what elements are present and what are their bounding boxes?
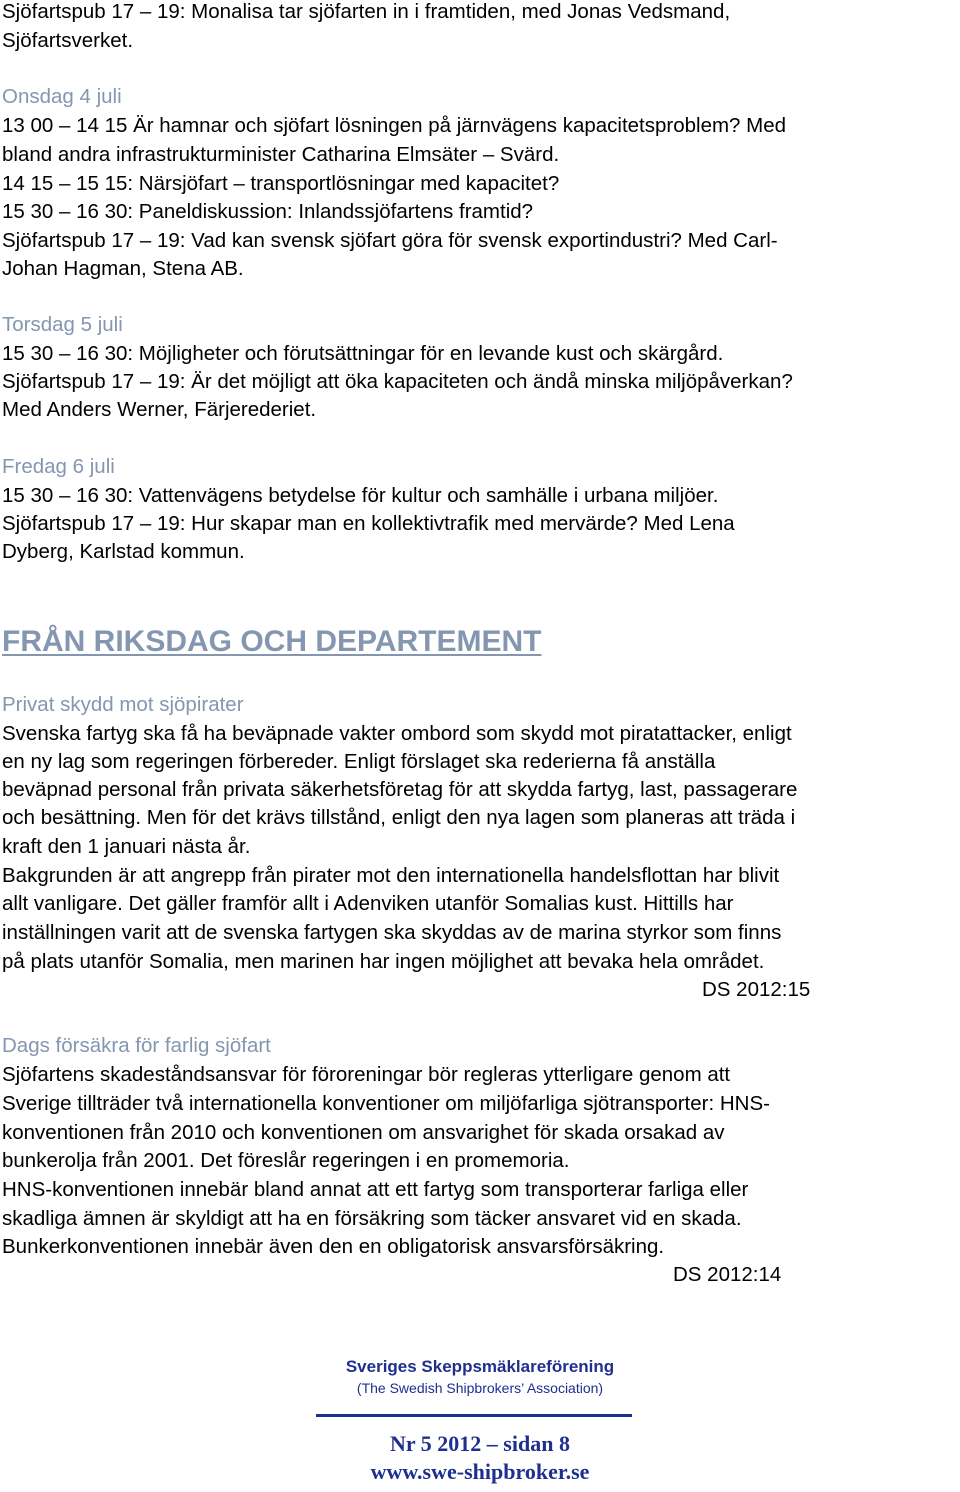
footer-website-link[interactable]: www.swe-shipbroker.se — [370, 1459, 590, 1484]
event-line: Med Anders Werner, Färjerederiet. — [2, 398, 317, 421]
article-line: skadliga ämnen är skyldigt att ha en försäkring som täcker ansvaret vid en skada. — [2, 1207, 742, 1230]
day-heading-wednesday: Onsdag 4 juli — [2, 85, 122, 108]
event-line: Sjöfartspub 17 – 19: Vad kan svensk sjöfart göra för svensk exportindustri? Med Carl- — [2, 229, 778, 252]
article-line: kraft den 1 januari nästa år. — [2, 835, 251, 858]
article-line: inställningen varit att de svenska fartygen ska skyddas av de marina styrkor som finns — [2, 921, 782, 944]
event-line: Sjöfartspub 17 – 19: Är det möjligt att öka kapaciteten och ändå minska miljöpåverkan? — [2, 370, 793, 393]
article-line: HNS-konventionen innebär bland annat att ett fartyg som transporterar farliga eller — [2, 1178, 749, 1201]
document-reference: DS 2012:14 — [673, 1263, 782, 1286]
article-line: Bakgrunden är att angrepp från pirater mot den internationella handelsflottan har blivit — [2, 864, 780, 887]
footer-organization: Sveriges Skeppsmäklareförening — [345, 1357, 615, 1376]
event-line: 15 30 – 16 30: Möjligheter och förutsättningar för en levande kust och skärgård. — [2, 342, 724, 365]
event-line: 15 30 – 16 30: Vattenvägens betydelse för kultur och samhälle i urbana miljöer. — [2, 484, 719, 507]
event-line: Johan Hagman, Stena AB. — [2, 257, 244, 280]
article-line: och besättning. Men för det krävs tillstånd, enligt den nya lagen som planeras att träda i — [2, 806, 796, 829]
section-title: FRÅN RIKSDAG OCH DEPARTEMENT — [2, 625, 542, 658]
article-line: allt vanligare. Det gäller framför allt i Adenviken utanför Somalias kust. Hittills har — [2, 892, 734, 915]
footer-divider — [316, 1414, 632, 1417]
article-line: Sverige tillträder två internationella konventioner om miljöfarliga sjötransporter: HNS- — [2, 1092, 770, 1115]
article-heading: Privat skydd mot sjöpirater — [2, 693, 244, 716]
day-heading-friday: Fredag 6 juli — [2, 455, 115, 478]
event-line: Dyberg, Karlstad kommun. — [2, 540, 245, 563]
event-line: 14 15 – 15 15: Närsjöfart – transportlösningar med kapacitet? — [2, 172, 560, 195]
event-line: bland andra infrastrukturminister Catharina Elmsäter – Svärd. — [2, 143, 560, 166]
article-line: Bunkerkonventionen innebär även den en obligatorisk ansvarsförsäkring. — [2, 1235, 665, 1258]
article-line: Svenska fartyg ska få ha beväpnade vakter ombord som skydd mot piratattacker, enligt — [2, 722, 792, 745]
day-heading-thursday: Torsdag 5 juli — [2, 313, 123, 336]
event-line: Sjöfartspub 17 – 19: Monalisa tar sjöfarten in i framtiden, med Jonas Vedsmand, — [2, 0, 731, 23]
footer-organization-english: (The Swedish Shipbrokers’ Association) — [356, 1380, 604, 1396]
footer-page-number: Nr 5 2012 – sidan 8 — [390, 1431, 570, 1456]
article-line: bunkerolja från 2001. Det föreslår regeringen i en promemoria. — [2, 1149, 570, 1172]
article-line: Sjöfartens skadeståndsansvar för föroreningar bör regleras ytterligare genom att — [2, 1063, 731, 1086]
article-line: beväpnad personal från privata säkerhetsföretag för att skydda fartyg, last, passagerare — [2, 778, 798, 801]
event-line: Sjöfartspub 17 – 19: Hur skapar man en kollektivtrafik med mervärde? Med Lena — [2, 512, 735, 535]
article-line: konventionen från 2010 och konventionen om ansvarighet för skada orsakad av — [2, 1121, 725, 1144]
event-line: 15 30 – 16 30: Paneldiskussion: Inlandssjöfartens framtid? — [2, 200, 534, 223]
event-line: Sjöfartsverket. — [2, 29, 134, 52]
article-heading: Dags försäkra för farlig sjöfart — [2, 1034, 271, 1057]
document-reference: DS 2012:15 — [702, 978, 811, 1001]
article-line: en ny lag som regeringen förbereder. Enligt förslaget ska rederierna få anställa — [2, 750, 716, 773]
event-line: 13 00 – 14 15 Är hamnar och sjöfart lösningen på järnvägens kapacitetsproblem? Med — [2, 114, 787, 137]
article-line: på plats utanför Somalia, men marinen har ingen möjlighet att bevaka hela området. — [2, 950, 765, 973]
